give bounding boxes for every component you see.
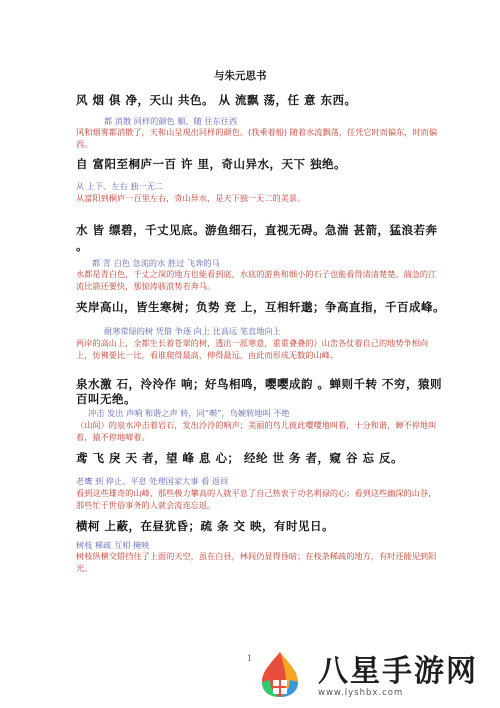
translation-7: 树枝纵横交错挡住了上面的天空，虽在白昼，林间仍显得昏暗；在枝条稀疏的地方，有时还能见到阳光。 [76, 551, 437, 573]
gloss-line-2: 从 上下、左右 独一无二 [76, 181, 164, 191]
translation-3: 水都是青白色，千丈之深的地方也能看到底，水底的游鱼和细小的石子也能看得清清楚楚。湍急的江流比箭还要快，那惊涛骇浪势若奔马。 [76, 269, 437, 291]
page-number: 1 [247, 654, 253, 663]
translation-1: 风和烟雾都消散了，天和山呈现出同样的颜色。(我乘着船) 随着水流飘荡，任凭它时而偏东，时而偏西。 [76, 127, 438, 149]
gloss-line-7: 树枝 稀疏 互相 掩映 [76, 540, 150, 550]
translation-4: 两岸的高山上，全都生长着苍翠的树，透出一派寒意，重重叠叠的）山峦各仗着自己的地势争相向上，仿佛要比一比，看谁爬得最高，伸得最远，由此而形成无数的山峰。 [76, 338, 429, 360]
watermark-url: www.lyshbx.com [318, 688, 404, 698]
translation-2: 从富阳到桐庐一百里左右，奇山异水，是天下独一无二的美景。 [76, 193, 306, 203]
translation-5: （山间）的泉水冲击着岩石，发出泠泠的响声；美丽的鸟儿彼此嘤嘤地叫着，十分和谐，蝉不停地叫着，猿不停地啼着。 [76, 420, 437, 442]
gloss-line-1: 都 消散 同样的颜色 顺、随 往东往西 [104, 116, 238, 126]
gloss-line-5: 冲击 发出 声响 和谐之声 转，同“啭”，鸟婉转地叫 不绝 [88, 408, 290, 418]
original-line-2: 自 富阳至桐庐一百 许 里，奇山异水，天下 独绝。 [76, 157, 347, 171]
original-line-7: 横柯 上蔽，在昼犹昏；疏 条 交 映，有时见日。 [76, 519, 335, 533]
original-line-5: 泉水激 石，泠泠作 响；好鸟相鸣，嘤嘤成韵 。蝉则千转 不穷，猿则百叫无绝。 [76, 377, 443, 406]
watermark-logo-icon [256, 650, 304, 698]
gloss-line-3: 都 青 白色 急流的水 胜过 飞奔的马 [92, 258, 220, 268]
original-line-1: 风 烟 俱 净，天山 共色。 从 流飘 荡，任 意 东西。 [76, 93, 357, 107]
gloss-line-4: 耐寒常绿的树 凭借 争逐 向上 比高远 笔直地向上 [104, 326, 281, 336]
watermark-brand: 八星手游网 [318, 654, 478, 689]
original-line-6: 鸢 飞 戾 天 者，望 峰 息 心； 经纶 世 务 者，窥 谷 忘 反。 [76, 451, 404, 465]
original-line-4: 夹岸高山，皆生寒树；负势 竞 上，互相轩邈；争高直指，千百成峰。 [76, 300, 446, 314]
gloss-line-6: 老鹰 到 停止、平息 处理国家大事 看 返回 [76, 476, 229, 486]
page-title: 与朱元思书 [214, 70, 267, 82]
translation-6: 看到这些雄奇的山峰，那些极力攀高的人就平息了自己热衷于功名利禄的心；看到这些幽深的山谷，那些忙于世俗事务的人就会流连忘返。 [76, 488, 437, 510]
original-line-3: 水 皆 缥碧，千丈见底。游鱼细石，直视无碍。急湍 甚箭，猛浪若奔 。 [76, 223, 438, 253]
